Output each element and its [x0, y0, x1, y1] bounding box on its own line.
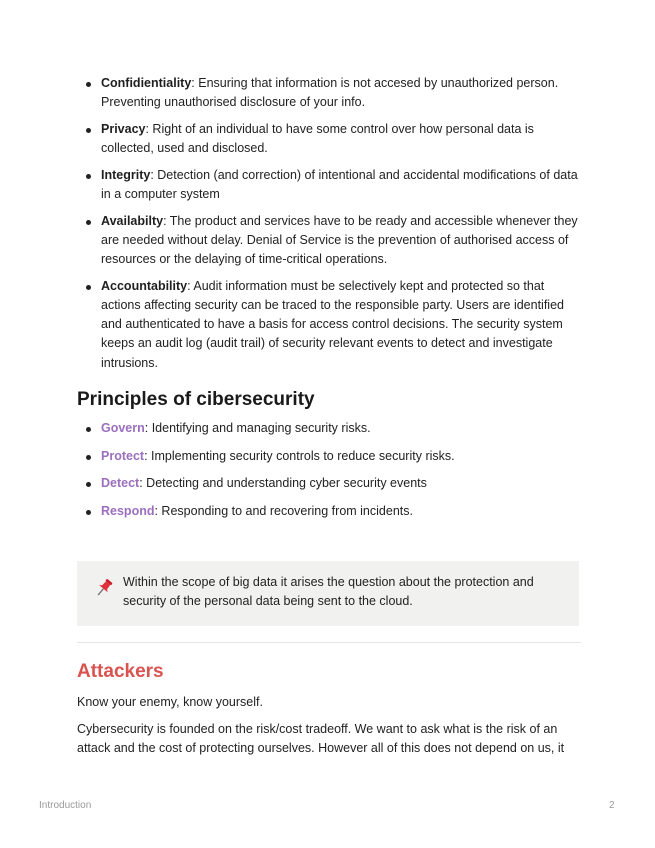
- principle-description: : Detecting and understanding cyber security events: [139, 476, 427, 491]
- principle-description: : Identifying and managing security risks.: [144, 420, 371, 435]
- term-description: : The product and services have to be ready and accessible whenever they are needed without delay. Denial of Service is the prevention of authorised access of resources or the delaying of time-critical operations.: [101, 213, 578, 267]
- list-item: [77, 120, 581, 158]
- properties-list: [77, 74, 581, 373]
- list-item: [77, 277, 581, 373]
- term-label: Availabilty: [101, 213, 164, 228]
- principles-heading: Principles of cibersecurity: [77, 388, 315, 410]
- term-description: : Detection (and correction) of intentional and accidental modifications of data in a computer system: [101, 167, 578, 202]
- list-item: [77, 212, 581, 270]
- principle-term: Protect: [101, 448, 145, 463]
- term-description: : Right of an individual to have some control over how personal data is collected, used and disclosed.: [101, 121, 534, 156]
- term-description: : Ensuring that information is not accesed by unauthorized person. Preventing unauthorised disclosure of your info.: [101, 76, 559, 110]
- list-item: [77, 502, 581, 521]
- section-divider: [77, 642, 581, 643]
- paragraph: Cybersecurity is founded on the risk/cost tradeoff. We want to ask what is the risk of an attack and the cost of protecting ourselves. However all of this does not depend on us, it: [77, 721, 565, 755]
- list-item: [77, 474, 581, 493]
- paragraph: Know your enemy, know yourself.: [77, 694, 263, 709]
- term-description: : Audit information must be selectively kept and protected so that actions affecting security can be traced to the responsible party. Users are identified and authenticated to have a basis for access control decisions. The security system keeps an audit log (audit trail) of security relevant events to detect and investigate intrusions.: [101, 278, 564, 370]
- pushpin-icon: [93, 577, 123, 605]
- footer-section-title: Introduction: [39, 800, 92, 811]
- term-label: Integrity: [101, 167, 151, 182]
- callout-box: [77, 561, 579, 625]
- principle-term: Detect: [101, 476, 140, 491]
- list-item: [77, 419, 581, 438]
- page-content: [77, 74, 581, 766]
- principle-description: : Responding to and recovering from incidents.: [154, 503, 413, 518]
- term-label: Confidientiality: [101, 76, 192, 90]
- principle-term: Govern: [101, 420, 145, 435]
- list-item: [77, 447, 581, 466]
- principle-description: : Implementing security controls to reduce security risks.: [144, 448, 455, 463]
- principles-list: [77, 419, 581, 521]
- attackers-heading: Attackers: [77, 660, 164, 682]
- term-label: Privacy: [101, 121, 146, 136]
- footer-page-number: 2: [609, 800, 615, 811]
- callout-text: Within the scope of big data it arises the question about the protection and security of the personal data being sent to the cloud.: [123, 575, 534, 609]
- list-item: [77, 74, 581, 112]
- term-label: Accountability: [101, 278, 188, 293]
- list-item: [77, 166, 581, 204]
- principle-term: Respond: [101, 503, 155, 518]
